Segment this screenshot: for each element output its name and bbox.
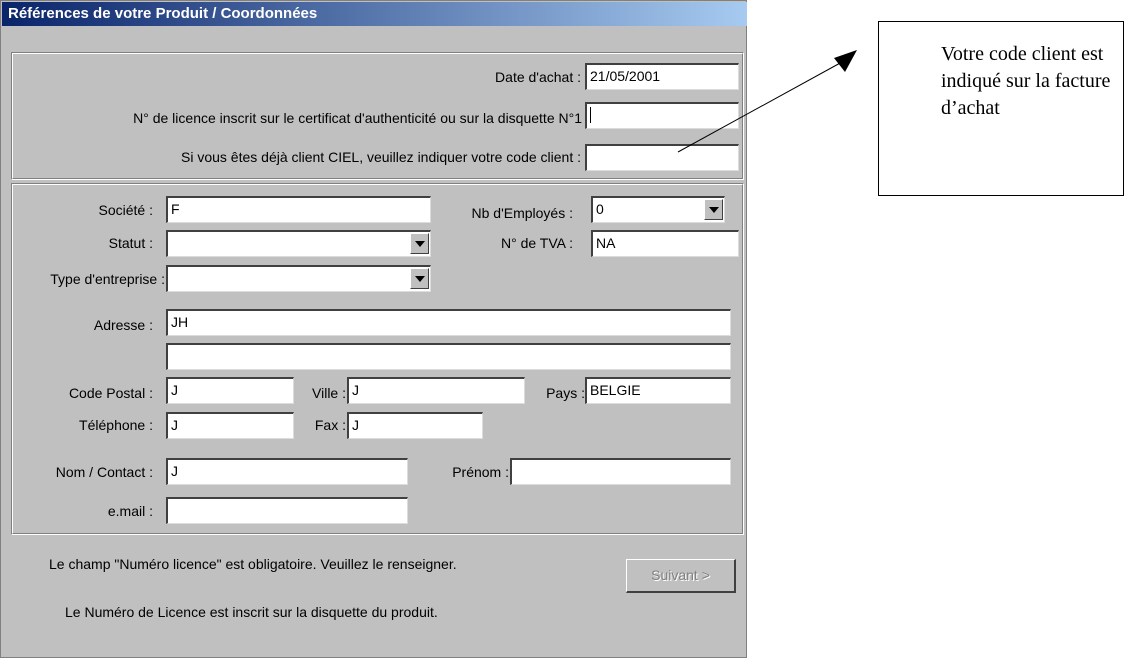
licence-hint: Le Numéro de Licence est inscrit sur la disquette du produit. (65, 604, 438, 620)
code-postal-label: Code Postal : (68, 385, 153, 401)
licence-label: N° de licence inscrit sur le certificat d'authenticité ou sur la disquette N°1 (133, 110, 582, 126)
email-label: e.mail : (107, 503, 153, 519)
nb-employes-label: Nb d'Employés : (471, 205, 573, 221)
pays-label: Pays : (546, 385, 585, 401)
client-code-label: Si vous êtes déjà client CIEL, veuillez indiquer votre code client : (181, 149, 581, 165)
window-title: Références de votre Produit / Coordonnées (2, 2, 747, 26)
nom-contact-field[interactable]: J (166, 458, 408, 485)
ville-label: Ville : (312, 385, 346, 401)
tva-label: N° de TVA : (500, 235, 573, 251)
telephone-field[interactable]: J (166, 412, 294, 439)
next-button[interactable]: Suivant > (626, 559, 736, 593)
societe-label: Société : (98, 202, 153, 218)
telephone-label: Téléphone : (79, 417, 153, 433)
nom-contact-label: Nom / Contact : (55, 464, 153, 480)
fax-label: Fax : (314, 417, 346, 433)
pays-field[interactable]: BELGIE (585, 377, 731, 404)
type-entreprise-label: Type d'entreprise : (50, 271, 165, 287)
prenom-label: Prénom : (452, 464, 509, 480)
adresse-label: Adresse : (93, 317, 153, 333)
tva-field[interactable]: NA (591, 230, 739, 257)
statut-label: Statut : (108, 235, 153, 251)
societe-field[interactable]: F (166, 196, 431, 223)
validation-message: Le champ "Numéro licence" est obligatoire. Veuillez le renseigner. (49, 556, 457, 572)
nb-employes-value: 0 (596, 201, 604, 217)
fax-field[interactable]: J (347, 412, 483, 439)
purchase-date-field[interactable]: 21/05/2001 (585, 63, 739, 90)
date-label: Date d'achat : (495, 69, 581, 85)
code-postal-field[interactable]: J (166, 377, 294, 404)
adresse-line1-field[interactable]: JH (166, 309, 731, 336)
callout-note: Votre code client est indiqué sur la facture d’achat (878, 21, 1124, 196)
ville-field[interactable]: J (347, 377, 525, 404)
